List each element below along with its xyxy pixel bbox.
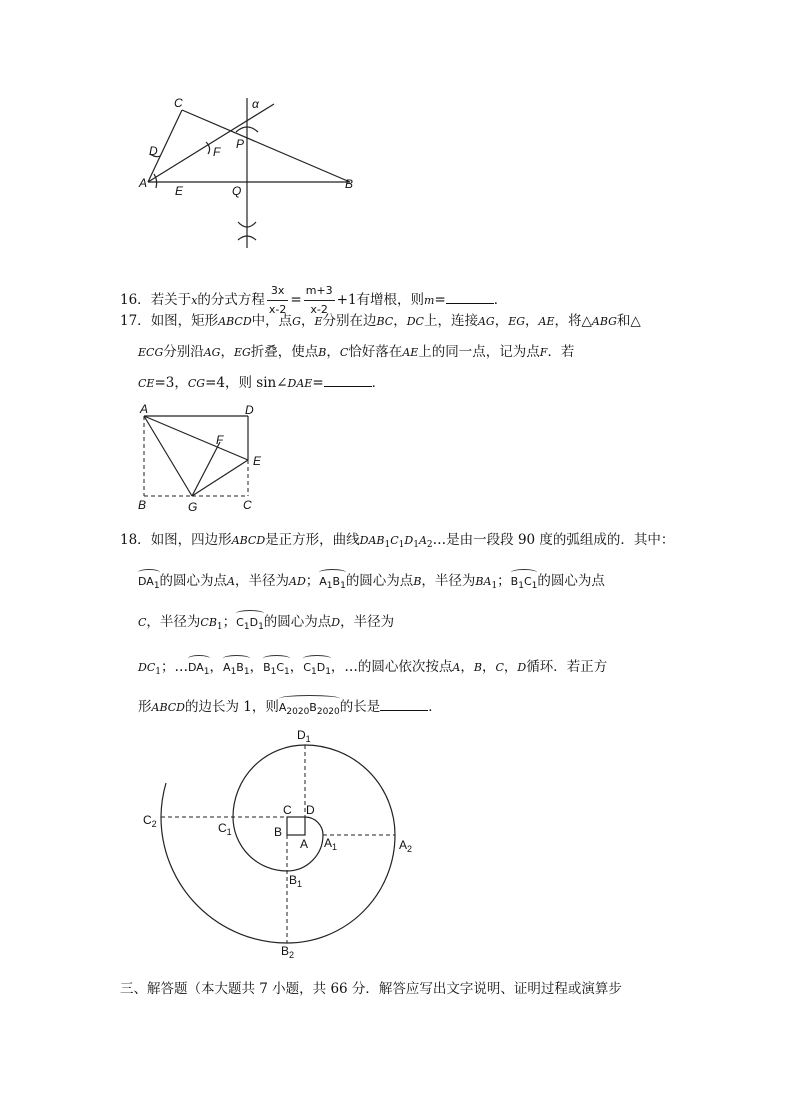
fig2-label-C: C <box>243 498 252 512</box>
answer-blank-17[interactable] <box>324 386 372 387</box>
question-17-line-2: ECG分别沿AG，EG折叠，使点B，C恰好落在AE上的同一点，记为点F．若 <box>138 344 575 360</box>
question-18-line-1: 18．如图，四边形ABCD是正方形，曲线$DAB_1C_1D_1A_2\dots$是由一段段 90 度的弧组成的．其中： <box>120 532 675 550</box>
spiral-label-C1: $C_1$ <box>218 821 232 837</box>
arc-C1D1: $C_1D_1$ <box>236 610 264 636</box>
arc-A2020B2020: $A_{2020}B_{2020}$ <box>279 695 340 721</box>
fig2-label-A: A <box>140 402 149 416</box>
question-17-line-1: 17．如图，矩形ABCD中，点G，E分别在边BC，DC上，连接AG，EG，AE，将△ABG和△ <box>120 313 641 329</box>
section-3-heading: 三、解答题（本大题共 7 小题，共 66 分．解答应写出文字说明、证明过程或演算步 <box>120 981 622 997</box>
arc-A1B1: $A_1B_1$ <box>319 569 346 595</box>
label-Q: Q <box>232 184 242 198</box>
arc-A1B1-list: $A_1B_1$ <box>223 655 250 681</box>
label-A: A <box>139 176 148 190</box>
label-B: B <box>345 177 354 191</box>
fig2-label-F: F <box>216 433 224 447</box>
fig2-label-D: D <box>245 403 254 417</box>
question-18-line-5: 形ABCD的边长为 1，则$A_{2020}B_{2020}$的长是 ． <box>138 695 442 721</box>
spiral-label-B: B <box>274 825 283 839</box>
question-18-line-3: C，半径为$CB_1$；$C_1D_1$的圆心为点D，半径为 <box>138 610 394 636</box>
label-C: C <box>174 96 183 110</box>
question-18-line-2: $DA_1$的圆心为点A，半径为AD；$A_1B_1$的圆心为点B，半径为$BA_1$；$B_1C_1$的圆心为点 <box>138 569 605 595</box>
fig2-label-B: B <box>138 498 147 512</box>
label-F: F <box>213 145 221 159</box>
spiral-label-A: A <box>300 837 309 851</box>
spiral-label-C: C <box>283 803 292 817</box>
fig2-label-G: G <box>188 500 198 514</box>
spiral-label-B2: $B_2$ <box>281 944 295 960</box>
arc-DA1-list: $DA_1$ <box>188 655 210 681</box>
arc-B1C1-list: $B_1C_1$ <box>263 655 290 681</box>
label-alpha: α <box>252 97 259 111</box>
label-E: E <box>175 184 184 198</box>
spiral-label-D: D <box>306 803 315 817</box>
geometry-figure-1 <box>130 92 370 262</box>
label-D: D <box>149 144 158 158</box>
arc-DA1: $DA_1$ <box>138 569 160 595</box>
spiral-label-A2: $A_2$ <box>399 838 413 854</box>
answer-blank-16[interactable] <box>446 303 494 304</box>
answer-blank-18[interactable] <box>380 710 428 711</box>
arc-C1D1-list: $C_1D_1$ <box>303 655 331 681</box>
spiral-label-B1: $B_1$ <box>289 873 303 889</box>
fraction-3x: $\frac{3x}{x-2}$ <box>267 282 288 319</box>
question-16: 16．若关于x的分式方程 $\frac{3x}{x-2}$ = $\frac{m+3}{x-2}$ +1有增根，则m= ． <box>120 282 507 319</box>
label-P: P <box>236 137 245 151</box>
fig2-label-E: E <box>253 454 262 468</box>
spiral-label-D1: $D_1$ <box>297 728 311 744</box>
question-17-line-3: CE=3，CG=4，则 sin∠DAE= ． <box>138 375 386 391</box>
question-18-line-4: $DC_1$；$\dots DA_1$，$A_1B_1$，$B_1C_1$，$C_1D_1$，…的圆心依次按点A，B，C，D循环．若正方 <box>138 655 607 681</box>
arc-B1C1: $B_1C_1$ <box>511 569 538 595</box>
spiral-figure <box>140 725 440 965</box>
fraction-m3: $\frac{m+3}{x-2}$ <box>304 282 335 319</box>
spiral-label-C2: $C_2$ <box>143 813 157 829</box>
spiral-label-A1: $A_1$ <box>324 836 338 852</box>
